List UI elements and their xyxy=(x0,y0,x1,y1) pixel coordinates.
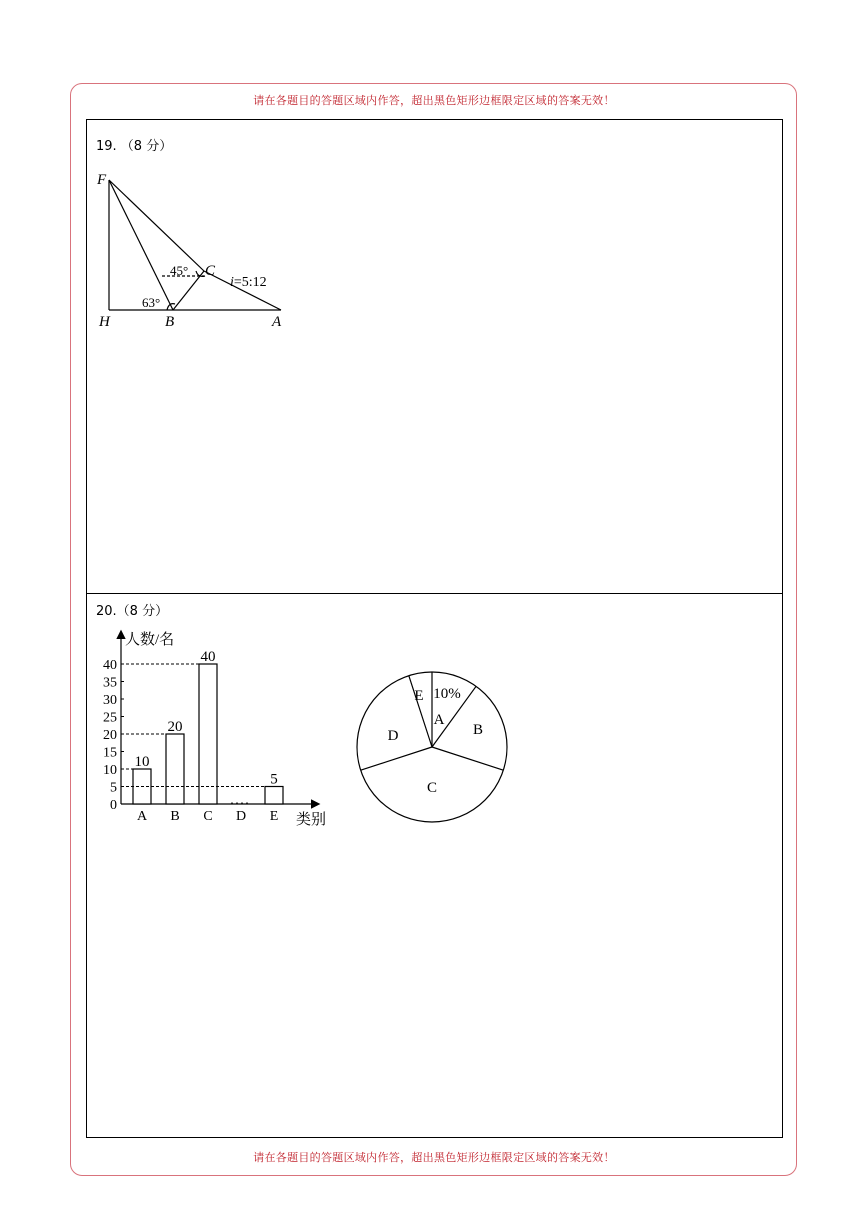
label-C: C xyxy=(205,263,216,279)
y-axis-title: 人数/名 xyxy=(125,632,175,648)
pie-slice-label: B xyxy=(472,722,484,738)
y-tick-label: 20 xyxy=(103,728,117,743)
bar xyxy=(265,787,283,805)
x-tick-label: E xyxy=(269,809,279,824)
pie-percent-label: 10% xyxy=(433,686,461,702)
y-tick-label: 15 xyxy=(103,745,117,761)
label-B: B xyxy=(165,314,175,330)
bar-value-label: 5 xyxy=(270,771,278,788)
y-tick-label: 25 xyxy=(103,710,117,726)
q20-pie-chart xyxy=(350,670,515,830)
bar xyxy=(199,664,217,804)
line-FB xyxy=(109,180,173,310)
y-tick-label: 10 xyxy=(103,763,117,778)
x-tick-label: A xyxy=(136,809,148,824)
q20-bar-chart xyxy=(90,620,340,835)
bar-value-label: 20 xyxy=(167,719,183,735)
notice-bottom: 请在各题目的答题区域内作答，超出黑色矩形边框限定区域的答案无效！ xyxy=(253,1151,615,1164)
label-H: H xyxy=(99,314,110,330)
y-tick-label: 0 xyxy=(110,798,117,813)
bar-value-label: 40 xyxy=(200,649,216,665)
line-FC xyxy=(109,180,204,271)
bar xyxy=(166,734,184,804)
label-slope-ratio: =5:12 xyxy=(233,275,267,290)
label-slope-i: i xyxy=(230,275,234,290)
pie-slice-label: D xyxy=(387,728,399,744)
pie-slice-label: C xyxy=(426,780,438,796)
y-tick-label: 35 xyxy=(103,675,117,691)
bar-value-label: 10 xyxy=(134,754,150,770)
question-20-label: 20.（8 分） xyxy=(96,604,169,619)
x-tick-label: C xyxy=(203,809,213,824)
x-tick-label: D xyxy=(235,809,247,824)
question-divider xyxy=(86,593,783,594)
label-F: F xyxy=(97,172,107,188)
label-A: A xyxy=(272,314,282,330)
label-angle-45: 45° xyxy=(170,263,189,278)
question-19-label: 19. （8 分） xyxy=(96,139,173,154)
notice-top: 请在各题目的答题区域内作答，超出黑色矩形边框限定区域的答案无效！ xyxy=(253,94,615,107)
x-tick-label: B xyxy=(170,809,180,824)
y-tick-label: 40 xyxy=(103,658,117,673)
pie-slice-label: A xyxy=(433,712,445,728)
q19-triangle-figure xyxy=(90,165,300,335)
label-angle-63: 63° xyxy=(142,295,161,310)
x-axis-title: 类别 xyxy=(296,812,327,828)
label-slope xyxy=(230,275,267,290)
y-tick-label: 30 xyxy=(103,693,117,708)
pie-slice-label: E xyxy=(414,688,424,704)
y-tick-label: 5 xyxy=(110,780,117,796)
